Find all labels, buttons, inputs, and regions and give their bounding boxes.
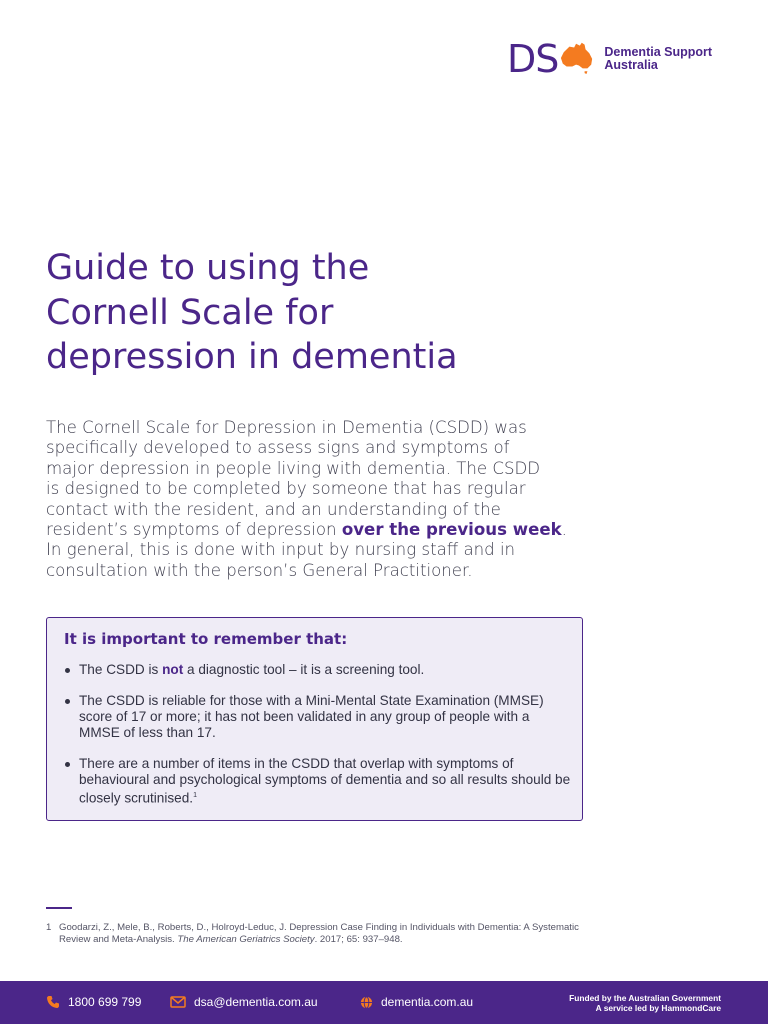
footnote-text (59, 922, 606, 946)
footer-credits (569, 993, 721, 1013)
email-address: dsa@dementia.com.au (194, 995, 318, 1009)
intro-paragraph (46, 418, 591, 581)
funding-credit: Funded by the Australian Government (569, 993, 721, 1003)
footnote-number: 1 (46, 922, 52, 933)
title-line: depression in dementia (46, 337, 458, 377)
footnote (46, 922, 606, 946)
intro-line: In general, this is done with input by nursing staff and in (46, 540, 516, 560)
logo-name-line2: Australia (604, 58, 658, 72)
bullet-text: The CSDD is (79, 662, 163, 677)
intro-text: . (561, 520, 567, 540)
footnote-citation-end: . 2017; 65: 937–948. (314, 934, 403, 945)
dsa-logo (507, 37, 713, 81)
title-line: Cornell Scale for (46, 292, 334, 333)
service-credit: A service led by HammondCare (595, 1003, 721, 1013)
logo-initials: DS (507, 37, 559, 81)
title-line: Guide to using the (46, 248, 370, 288)
page-title (46, 246, 458, 380)
mail-icon (170, 996, 186, 1008)
footer-email[interactable] (170, 995, 318, 1009)
remember-callout (46, 617, 583, 821)
intro-line (46, 520, 591, 540)
callout-title: It is important to remember that: (64, 630, 348, 648)
callout-bullet (63, 662, 573, 678)
footer-bar (0, 981, 768, 1024)
bullet-emphasis: not (162, 662, 184, 677)
footnote-divider (46, 907, 72, 909)
logo-name-line1: Dementia Support (604, 45, 713, 59)
bullet-text: There are a number of items in the CSDD that overlap with symptoms of behavioural and psychological symptoms of dementia and so all results should be closely scrutinised. (79, 756, 571, 806)
footer-website[interactable] (360, 995, 473, 1009)
callout-bullet: The CSDD is reliable for those with a Mini-Mental State Examination (MMSE) score of 17 or more; it has not been validated in any group of people with a MMSE of less than 17. (63, 693, 573, 741)
intro-line: is designed to be completed by someone that has regular (46, 479, 526, 499)
footnote-reference: 1 (193, 792, 197, 799)
intro-highlight: over the previous week (341, 520, 562, 540)
phone-icon (46, 995, 60, 1009)
callout-bullet (63, 756, 573, 807)
australia-map-icon (558, 39, 596, 75)
intro-line: specifically developed to assess signs and symptoms of (46, 438, 510, 458)
intro-line: The Cornell Scale for Depression in Dementia (CSDD) was (46, 418, 527, 437)
footnote-journal: The American Geriatrics Society (177, 934, 315, 945)
footnote-citation: Goodarzi, Z., Mele, B., Roberts, D., Holroyd-Leduc, J. Depression Case Finding in Individuals with Dementia: A Systematic Review and Meta-Analysis. (59, 922, 579, 945)
intro-line: contact with the resident, and an understanding of the (46, 499, 501, 519)
website-url: dementia.com.au (381, 995, 474, 1009)
phone-number: 1800 699 799 (68, 995, 142, 1009)
logo-name (604, 46, 712, 72)
intro-text: resident’s symptoms of depression (46, 520, 342, 540)
intro-line: consultation with the person’s General Practitioner. (46, 560, 473, 580)
bullet-text: a diagnostic tool – it is a screening tool. (183, 662, 425, 677)
globe-icon (360, 996, 373, 1009)
intro-line: major depression in people living with dementia. The CSDD (46, 458, 541, 478)
callout-bullet-list (63, 662, 573, 822)
footer-phone[interactable] (46, 995, 141, 1009)
